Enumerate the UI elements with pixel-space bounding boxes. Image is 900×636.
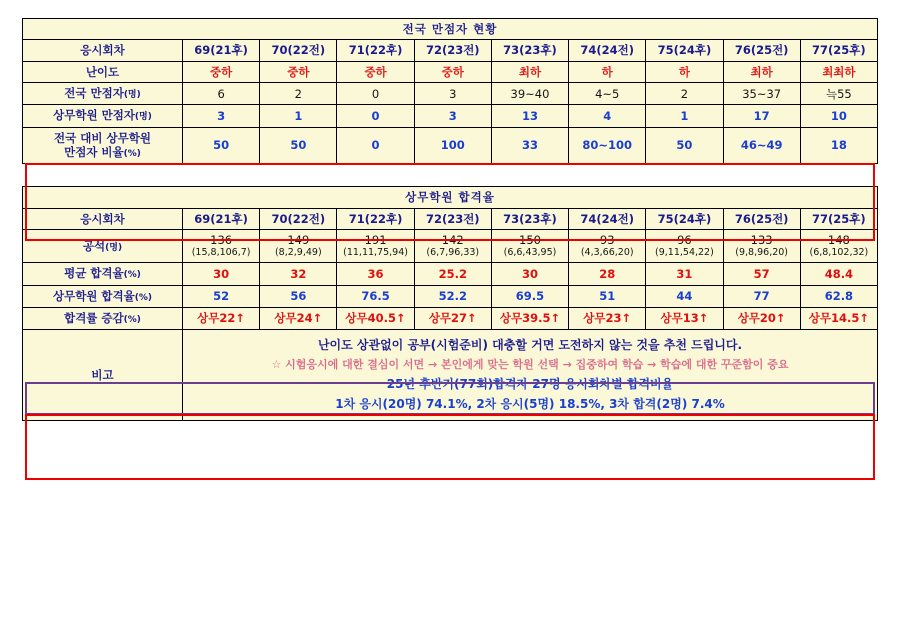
table2-delta-2: 상무40.5↑ bbox=[337, 307, 414, 329]
table1-difficulty-5: 하 bbox=[569, 61, 646, 82]
table2-academypass-label-unit: (%) bbox=[134, 292, 153, 303]
table2-avgpass-4: 30 bbox=[491, 263, 568, 285]
table2-academypass-8: 62.8 bbox=[800, 285, 877, 307]
table1-attempt-5: 74(24전) bbox=[569, 40, 646, 61]
table2-delta-8: 상무14.5↑ bbox=[800, 307, 877, 329]
table1-title: 전국 만점자 현황 bbox=[23, 19, 878, 40]
table2-vacancy-detail-5: (4,3,66,20) bbox=[580, 247, 634, 259]
table1-academy-0: 3 bbox=[183, 105, 260, 127]
table2-academypass-label-text: 상무학원 합격율 bbox=[52, 288, 135, 303]
table1-attempt-4: 73(23후) bbox=[491, 40, 568, 61]
table1-difficulty-2: 중하 bbox=[337, 61, 414, 82]
table1-national-label-unit: (명) bbox=[123, 90, 141, 101]
table2-avgpass-5: 28 bbox=[569, 263, 646, 285]
table2-delta-label-text: 합격률 증감 bbox=[64, 310, 124, 325]
remarks-line-2: ☆ 시험응시에 대한 결심이 서면 → 본인에게 맞는 학원 선택 → 집중하여 학습 → 학습에 대한 꾸준함이 중요 bbox=[271, 358, 789, 371]
table1-academy-row bbox=[23, 105, 878, 127]
table2-delta-4: 상무39.5↑ bbox=[491, 307, 568, 329]
table1-national-3: 3 bbox=[414, 83, 491, 105]
table2-delta-label-unit: (%) bbox=[123, 314, 141, 325]
table1-academy-4: 13 bbox=[491, 105, 568, 127]
table1-national-5: 4~5 bbox=[569, 83, 646, 105]
table1-ratio-2: 0 bbox=[337, 127, 414, 164]
table2-delta-row bbox=[23, 307, 878, 329]
table2-vacancy-main-6: 96 bbox=[677, 233, 692, 247]
table2-academypass-2: 76.5 bbox=[337, 285, 414, 307]
table2-academypass-7: 77 bbox=[723, 285, 800, 307]
table1-academy-7: 17 bbox=[723, 105, 800, 127]
table1-attempt-6: 75(24후) bbox=[646, 40, 723, 61]
table2-vacancy-main-4: 150 bbox=[519, 233, 541, 247]
table2-vacancy-detail-0: (15,8,106,7) bbox=[191, 247, 251, 259]
table1-national-label-text: 전국 만점자 bbox=[64, 86, 124, 101]
table2-vacancy-7 bbox=[723, 230, 800, 263]
table2-vacancy-5 bbox=[569, 230, 646, 263]
remarks-line-1: 난이도 상관없이 공부(시험준비) 대충할 거면 도전하지 않는 것을 추천 드립니다. bbox=[317, 338, 743, 352]
table1-national-0: 6 bbox=[183, 83, 260, 105]
table2-remarks-label: 비고 bbox=[23, 330, 183, 421]
table1-academy-8: 10 bbox=[800, 105, 877, 127]
table1-academy-label bbox=[23, 105, 183, 127]
table1-ratio-label-unit: (%) bbox=[123, 149, 141, 159]
table2-academypass-3: 52.2 bbox=[414, 285, 491, 307]
table2-academypass-row bbox=[23, 285, 878, 307]
table2-avgpass-7: 57 bbox=[723, 263, 800, 285]
table2-vacancy-3 bbox=[414, 230, 491, 263]
table2-avgpass-label-text: 평균 합격율 bbox=[64, 266, 124, 281]
table2-vacancy-detail-7: (9,8,96,20) bbox=[735, 247, 789, 259]
table1-difficulty-6: 하 bbox=[646, 61, 723, 82]
table2-vacancy-row bbox=[23, 230, 878, 263]
table2-delta-label bbox=[23, 307, 183, 329]
table1-national-4: 39~40 bbox=[491, 83, 568, 105]
table1-national-7: 35~37 bbox=[723, 83, 800, 105]
table2-vacancy-label-text: 공석 bbox=[82, 238, 106, 253]
table2-vacancy-label bbox=[23, 230, 183, 263]
table1-difficulty-4: 최하 bbox=[491, 61, 568, 82]
table2-attempt-4: 73(23후) bbox=[491, 208, 568, 229]
table2-vacancy-label-unit: (명) bbox=[105, 242, 123, 253]
table2-title-row bbox=[23, 187, 878, 208]
table1-ratio-7: 46~49 bbox=[723, 127, 800, 164]
table2-academypass-0: 52 bbox=[183, 285, 260, 307]
table1-attempt-8: 77(25후) bbox=[800, 40, 877, 61]
table2-attempt-0: 69(21후) bbox=[183, 208, 260, 229]
table2-vacancy-detail-1: (8,2,9,49) bbox=[274, 247, 322, 259]
table2-vacancy-main-3: 142 bbox=[441, 233, 464, 247]
table1-academy-label-text: 상무학원 만점자 bbox=[53, 108, 135, 123]
table1-national-label bbox=[23, 83, 183, 105]
table2-academypass-4: 69.5 bbox=[491, 285, 568, 307]
remarks-line-3: 25년 후반기(77회)합격자 27명 응시회차별 합격비율 bbox=[386, 376, 674, 391]
table2-avgpass-row bbox=[23, 263, 878, 285]
table2-delta-7: 상무20↑ bbox=[723, 307, 800, 329]
table2-delta-3: 상무27↑ bbox=[414, 307, 491, 329]
table1-title-row bbox=[23, 19, 878, 40]
table1-ratio-6: 50 bbox=[646, 127, 723, 164]
table2-vacancy-main-0: 136 bbox=[210, 233, 233, 247]
table1-ratio-3: 100 bbox=[414, 127, 491, 164]
table2-vacancy-detail-3: (6,7,96,33) bbox=[426, 247, 480, 259]
table2-vacancy-0 bbox=[183, 230, 260, 263]
table1-academy-6: 1 bbox=[646, 105, 723, 127]
table2-vacancy-1 bbox=[260, 230, 337, 263]
table2-vacancy-main-5: 93 bbox=[599, 233, 615, 247]
table1-attempt-1: 70(22전) bbox=[260, 40, 337, 61]
table2-vacancy-detail-4: (6,6,43,95) bbox=[503, 247, 557, 259]
table2-avgpass-8: 48.4 bbox=[800, 263, 877, 285]
table2-vacancy-8 bbox=[800, 230, 877, 263]
table1-academy-3: 3 bbox=[414, 105, 491, 127]
table1-ratio-label bbox=[23, 127, 183, 164]
table1-national-2: 0 bbox=[337, 83, 414, 105]
table2-attempt-3: 72(23전) bbox=[414, 208, 491, 229]
academy-pass-rate-table bbox=[22, 186, 878, 421]
table2-attempt-5: 74(24전) bbox=[569, 208, 646, 229]
table2-vacancy-detail-2: (11,11,75,94) bbox=[343, 247, 408, 259]
table1-ratio-5: 80~100 bbox=[569, 127, 646, 164]
table1-difficulty-label: 난이도 bbox=[23, 61, 183, 82]
table2-vacancy-detail-8: (6,8,102,32) bbox=[809, 247, 869, 259]
table2-delta-1: 상무24↑ bbox=[260, 307, 337, 329]
table2-avgpass-1: 32 bbox=[260, 263, 337, 285]
table2-attempt-8: 77(25후) bbox=[800, 208, 877, 229]
table2-academypass-1: 56 bbox=[260, 285, 337, 307]
table2-vacancy-main-1: 149 bbox=[287, 233, 310, 247]
table2-vacancy-4 bbox=[491, 230, 568, 263]
table1-academy-1: 1 bbox=[260, 105, 337, 127]
table1-attempt-2: 71(22후) bbox=[337, 40, 414, 61]
table2-avgpass-label bbox=[23, 263, 183, 285]
table2-vacancy-main-2: 191 bbox=[364, 233, 387, 247]
table2-avgpass-2: 36 bbox=[337, 263, 414, 285]
table2-delta-5: 상무23↑ bbox=[569, 307, 646, 329]
table2-academypass-5: 51 bbox=[569, 285, 646, 307]
table1-academy-5: 4 bbox=[569, 105, 646, 127]
table1-ratio-label-line1: 전국 대비 상무학원 bbox=[54, 130, 151, 145]
remarks-line-4: 1차 응시(20명) 74.1%, 2차 응시(5명) 18.5%, 3차 합격(2명) 7.4% bbox=[335, 396, 725, 411]
table2-attempt-1: 70(22전) bbox=[260, 208, 337, 229]
table2-remarks-content bbox=[183, 330, 878, 421]
table2-avgpass-0: 30 bbox=[183, 263, 260, 285]
table1-ratio-row bbox=[23, 127, 878, 164]
table1-difficulty-7: 최하 bbox=[723, 61, 800, 82]
table1-ratio-4: 33 bbox=[491, 127, 568, 164]
table1-attempt-7: 76(25전) bbox=[723, 40, 800, 61]
table2-vacancy-6 bbox=[646, 230, 723, 263]
table2-remarks-row bbox=[23, 330, 878, 421]
table2-vacancy-main-7: 133 bbox=[750, 233, 773, 247]
table2-attempt-2: 71(22후) bbox=[337, 208, 414, 229]
table1-difficulty-8: 최최하 bbox=[800, 61, 877, 82]
table1-ratio-0: 50 bbox=[183, 127, 260, 164]
table1-attempt-3: 72(23전) bbox=[414, 40, 491, 61]
table2-avgpass-label-unit: (%) bbox=[123, 270, 141, 281]
table1-national-8: 늑55 bbox=[800, 83, 877, 105]
table1-academy-label-unit: (명) bbox=[134, 112, 152, 123]
table1-academy-2: 0 bbox=[337, 105, 414, 127]
table2-attempt-7: 76(25전) bbox=[723, 208, 800, 229]
table2-attempt-6: 75(24후) bbox=[646, 208, 723, 229]
table1-national-6: 2 bbox=[646, 83, 723, 105]
table1-difficulty-3: 중하 bbox=[414, 61, 491, 82]
table2-delta-0: 상무22↑ bbox=[183, 307, 260, 329]
table1-difficulty-1: 중하 bbox=[260, 61, 337, 82]
national-perfect-score-table bbox=[22, 18, 878, 164]
table1-difficulty-row bbox=[23, 61, 878, 82]
table2-academypass-label bbox=[23, 285, 183, 307]
table2-academypass-6: 44 bbox=[646, 285, 723, 307]
table1-attempt-row bbox=[23, 40, 878, 61]
table1-ratio-8: 18 bbox=[800, 127, 877, 164]
table2-attempt-label: 응시회차 bbox=[23, 208, 183, 229]
table2-avgpass-6: 31 bbox=[646, 263, 723, 285]
table2-vacancy-main-8: 148 bbox=[827, 233, 850, 247]
table1-national-1: 2 bbox=[260, 83, 337, 105]
table2-avgpass-3: 25.2 bbox=[414, 263, 491, 285]
table2-vacancy-2 bbox=[337, 230, 414, 263]
table1-ratio-1: 50 bbox=[260, 127, 337, 164]
table1-national-row bbox=[23, 83, 878, 105]
table-gap bbox=[22, 164, 878, 186]
table2-title: 상무학원 합격율 bbox=[23, 187, 878, 208]
table2-vacancy-detail-6: (9,11,54,22) bbox=[655, 247, 714, 259]
table2-highlight-band bbox=[25, 414, 875, 480]
table2-attempt-row bbox=[23, 208, 878, 229]
table2-delta-6: 상무13↑ bbox=[646, 307, 723, 329]
table1-difficulty-0: 중하 bbox=[183, 61, 260, 82]
table1-attempt-0: 69(21후) bbox=[183, 40, 260, 61]
table1-attempt-label: 응시회차 bbox=[23, 40, 183, 61]
table1-ratio-label-line2: 만점자 비율 bbox=[64, 145, 124, 159]
